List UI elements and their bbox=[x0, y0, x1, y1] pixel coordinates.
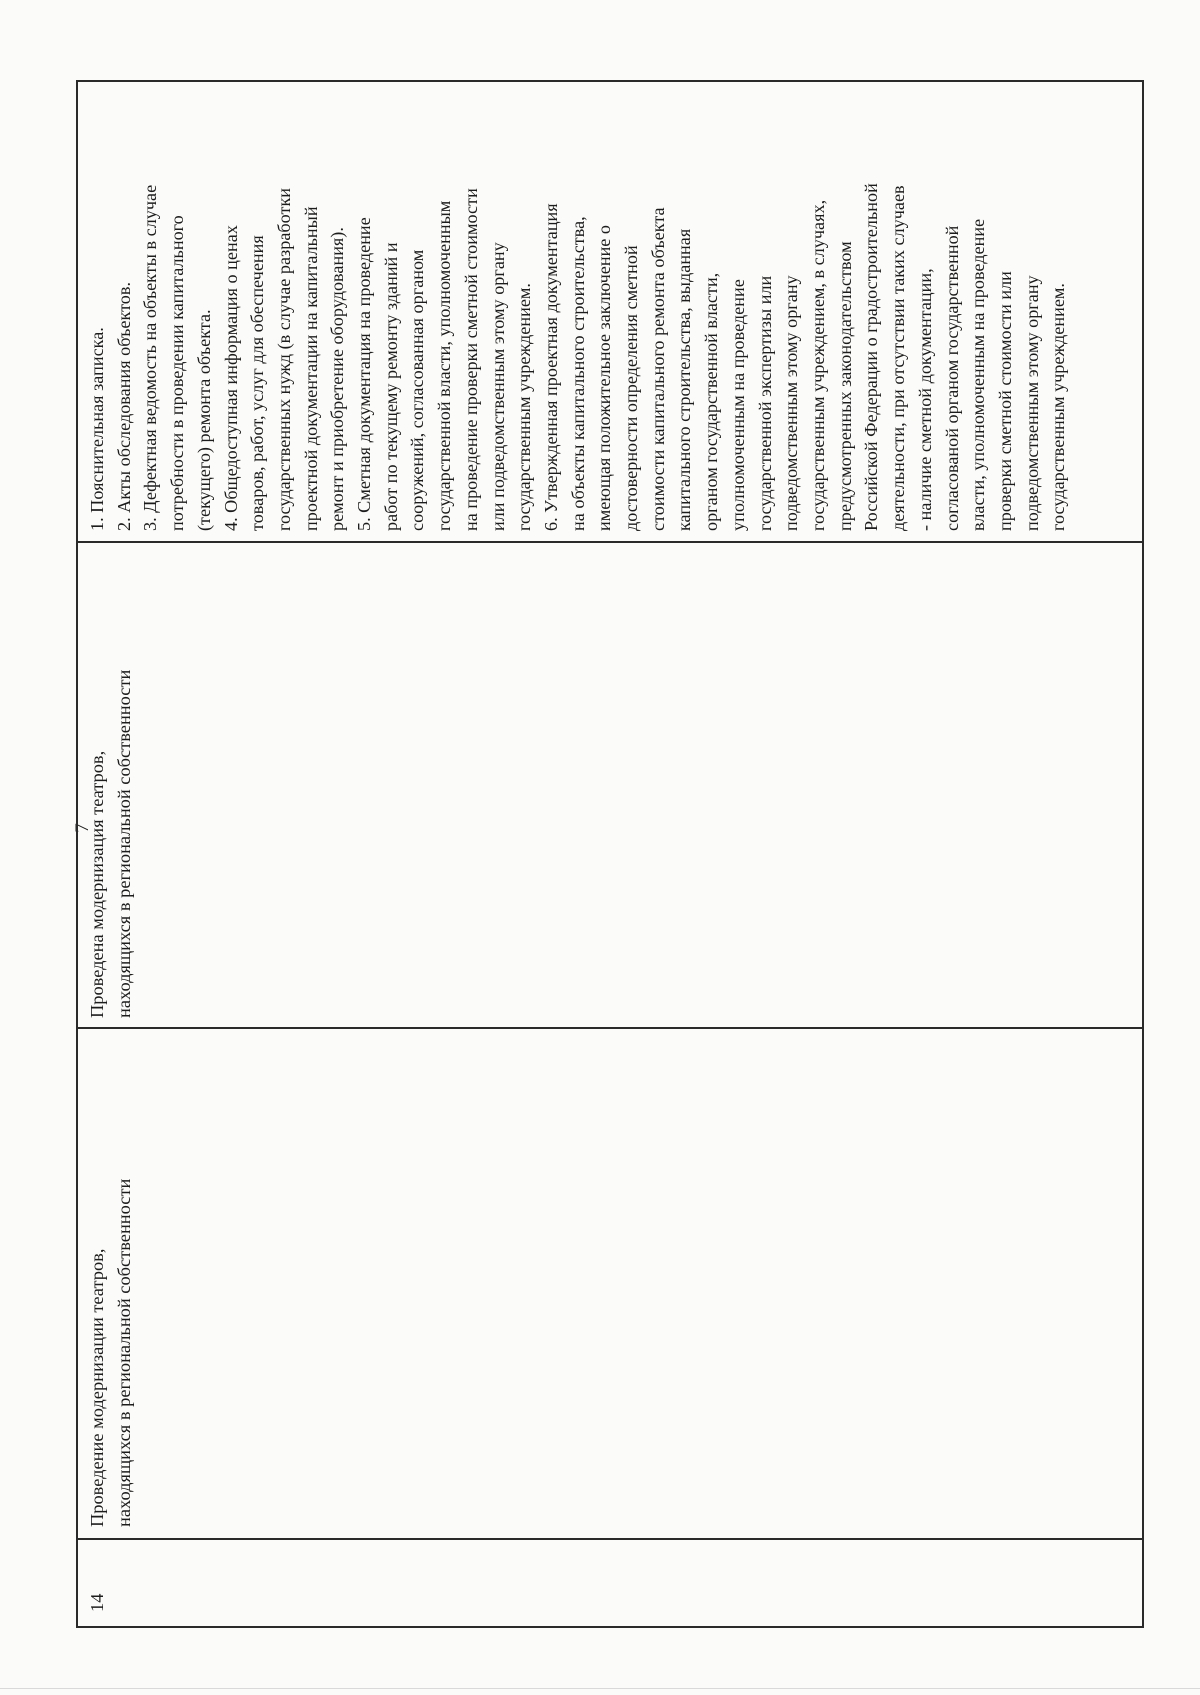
column-divider bbox=[78, 542, 1142, 544]
document-table bbox=[76, 80, 1144, 1628]
page-number: 7 bbox=[72, 823, 93, 833]
row-number-cell: 14 bbox=[87, 1593, 107, 1612]
column-divider bbox=[78, 1539, 1142, 1541]
column-divider bbox=[78, 1028, 1142, 1030]
documents-cell: 1. Пояснительная записка. 2. Акты обследования объектов. 3. Дефектная ведомость на объекты в случае потребности в проведении капитального (текущего) ремонта объекта. 4. Общедоступная информация о ценах товаров, работ, услуг для обеспечения государственных нужд (в случае разработки проектной документации на капитальный ремонт и приобретение оборудования). 5. Сметная документация на проведение работ по текущему ремонту зданий и сооружений, согласованная органом государственной власти, уполномоченным на проведение проверки сметной стоимости или подведомственным этому органу государственным учреждением. 6. Утвержденная проектная документация на объекты капитального строительства, имеющая положительное заключение о достоверности определения сметной стоимости капитального ремонта объекта капитального строительства, выданная органом государственной власти, уполномоченным на проведение государственной экспертизы или подведомственным этому органу государственным учреждением, в случаях, предусмотренных законодательством Российской Федерации о градостроительной деятельности, при отсутствии таких случаев - наличие сметной документации, согласованой органом государственной власти, уполномоченным на проведение проверки сметной стоимости или подведомственным этому органу государственным учреждением. bbox=[87, 183, 1069, 531]
action-cell: Проведение модернизации театров, находящихся в региональной собственности bbox=[87, 1178, 134, 1527]
result-cell: Проведена модернизация театров, находящихся в региональной собственности bbox=[87, 669, 134, 1018]
